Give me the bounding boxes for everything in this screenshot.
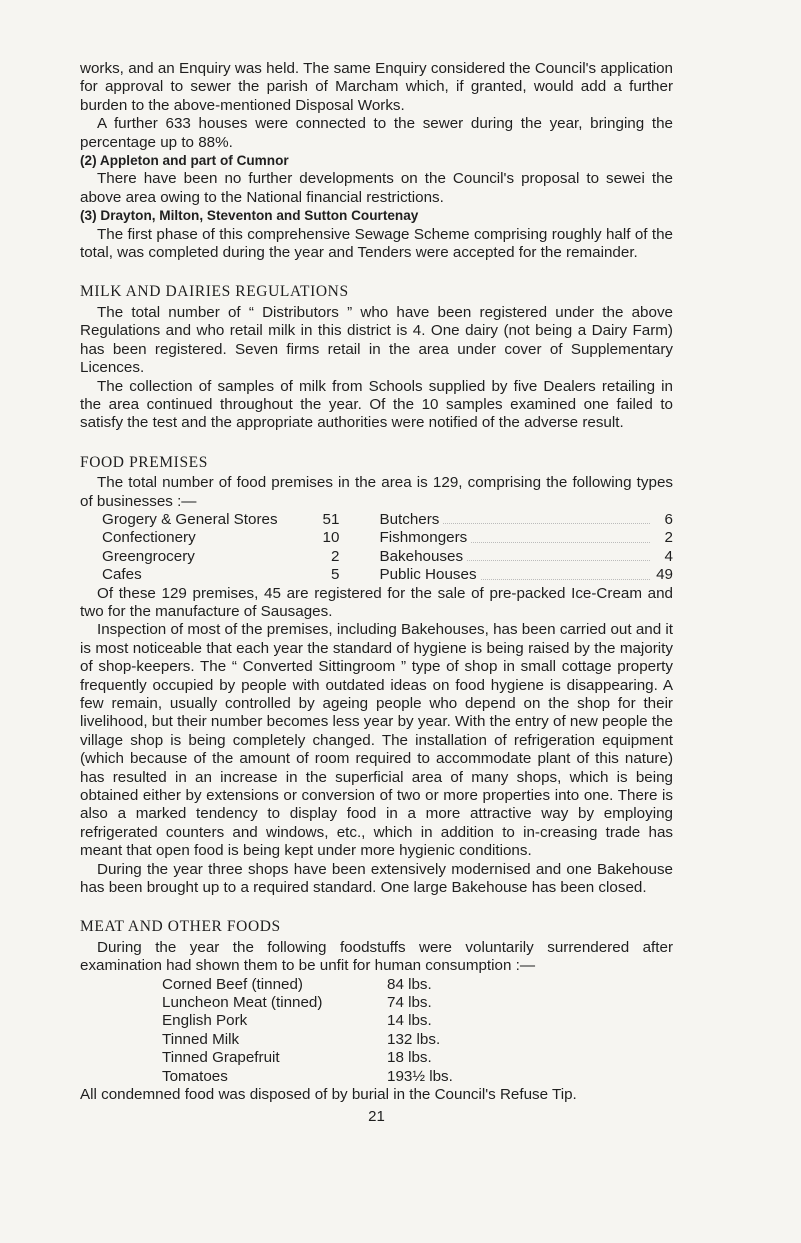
business-type-left: Confectionery [102, 529, 196, 547]
business-type-left: Grogery & General Stores [102, 510, 278, 528]
business-count-left: 51 [322, 510, 340, 528]
food-premises-paragraph-1: Of these 129 premises, 45 are registered for the sale of pre-packed Ice-Cream and two for the manufacture of Sausages. [80, 584, 673, 620]
food-premises-paragraph-3: During the year three shops have been extensively modernised and one Bakehouse has been brought up to a required standard. One large Bakehouse has been closed. [80, 860, 673, 896]
food-quantity: 132 lbs. [387, 1030, 441, 1048]
food-premises-paragraph-2: Inspection of most of the premises, including Bakehouses, has been carried out and it is most noticeable that each year the standard of hygiene is being raised by the majority of shop-keepers. The “ Converted Sittingroom ” type of shop in small cottage property frequently occupied by people with outdated ideas on food hygiene is disappearing. A few remain, usually controlled by ageing people who depend on the shop for their livelihood, but their number becomes less year by year. With the entry of new people the village shop is being completely changed. The installation of refrigeration equipment (which because of the amount of room required to accommodate plant of this nature) has resulted in an increase in the superficial area of many shops, which is being obtained either by extensions or conversion of two or more properties into one. There is also a marked tendency to display food in a more attractive way by employing refrigerated counters and windows, etc., which in addition to in-creasing trade has meant that open food is being kept under more hygienic conditions. [80, 621, 673, 860]
business-count-left: 10 [322, 529, 340, 547]
list-item [162, 976, 673, 994]
business-type-left: Cafes [102, 566, 142, 584]
business-type-right: Bakehouses [379, 547, 464, 565]
business-type-right: Butchers [379, 510, 440, 528]
business-count-right: 49 [656, 566, 673, 584]
business-type-left: Greengrocery [102, 547, 195, 565]
milk-paragraph-2: The collection of samples of milk from Schools supplied by five Dealers retailing in the area continued throughout the year. Of the 10 samples examined one failed to satisfy the test and the appropriate authorities were notified of the adverse result. [80, 377, 673, 432]
business-count-left: 2 [331, 547, 340, 565]
food-premises-heading: FOOD PREMISES [80, 453, 208, 471]
section-3-title: (3) Drayton, Milton, Steventon and Sutton Courtenay [80, 208, 419, 224]
section-3-body: The first phase of this comprehensive Sewage Scheme comprising roughly half of the total, was completed during the year and Tenders were accepted for the remainder. [80, 225, 673, 262]
surrendered-foods-list [162, 976, 673, 1086]
list-item [162, 994, 673, 1012]
business-type-right: Fishmongers [379, 529, 468, 547]
list-item [102, 511, 673, 529]
food-name: Tomatoes [162, 1067, 228, 1085]
food-quantity: 193½ lbs. [387, 1067, 453, 1085]
food-name: Tinned Grapefruit [162, 1049, 280, 1067]
meat-heading: MEAT AND OTHER FOODS [80, 918, 281, 936]
list-item [162, 1012, 673, 1030]
food-premises-intro: The total number of food premises in the area is 129, comprising the following types of businesses :— [80, 474, 673, 510]
page-number: 21 [368, 1108, 385, 1126]
list-item [162, 1049, 673, 1067]
food-quantity: 84 lbs. [387, 975, 432, 993]
food-name: Corned Beef (tinned) [162, 975, 303, 993]
food-name: Luncheon Meat (tinned) [162, 994, 323, 1012]
food-quantity: 14 lbs. [387, 1012, 432, 1030]
list-item [102, 529, 673, 547]
food-quantity: 74 lbs. [387, 994, 432, 1012]
food-quantity: 18 lbs. [387, 1049, 432, 1067]
food-name: Tinned Milk [162, 1030, 240, 1048]
list-item [102, 548, 673, 566]
list-item [162, 1031, 673, 1049]
list-item [162, 1068, 673, 1086]
business-type-right: Public Houses [379, 566, 477, 584]
list-item [102, 566, 673, 584]
business-count-right: 2 [664, 529, 673, 547]
business-types-list [102, 511, 673, 585]
milk-paragraph-1: The total number of “ Distributors ” who have been registered under the above Regulations and who retail milk in this district is 4. One dairy (not being a Dairy Farm) has been registered. Seven firms retail in the area under cover of Supplementary Licences. [80, 303, 673, 377]
intro-paragraph-1: works, and an Enquiry was held. The same Enquiry considered the Council's application for approval to sewer the parish of Marcham which, if granted, would add a further burden to the above-mentioned Disposal Works. [80, 60, 673, 114]
intro-paragraph-2: A further 633 houses were connected to the sewer during the year, bringing the percentage up to 88%. [80, 115, 673, 151]
section-2-body: There have been no further developments on the Council's proposal to sewei the above area owing to the National financial restrictions. [80, 170, 673, 206]
business-count-left: 5 [331, 566, 340, 584]
food-name: English Pork [162, 1012, 248, 1030]
business-count-right: 6 [664, 510, 673, 528]
section-2-title: (2) Appleton and part of Cumnor [80, 153, 289, 169]
meat-outro: All condemned food was disposed of by burial in the Council's Refuse Tip. [80, 1085, 577, 1103]
document-page [80, 60, 673, 1127]
business-count-right: 4 [664, 547, 673, 565]
milk-heading: MILK AND DAIRIES REGULATIONS [80, 283, 349, 301]
meat-intro: During the year the following foodstuffs were voluntarily surrendered after examination had shown them to be unfit for human consumption :— [80, 938, 673, 975]
